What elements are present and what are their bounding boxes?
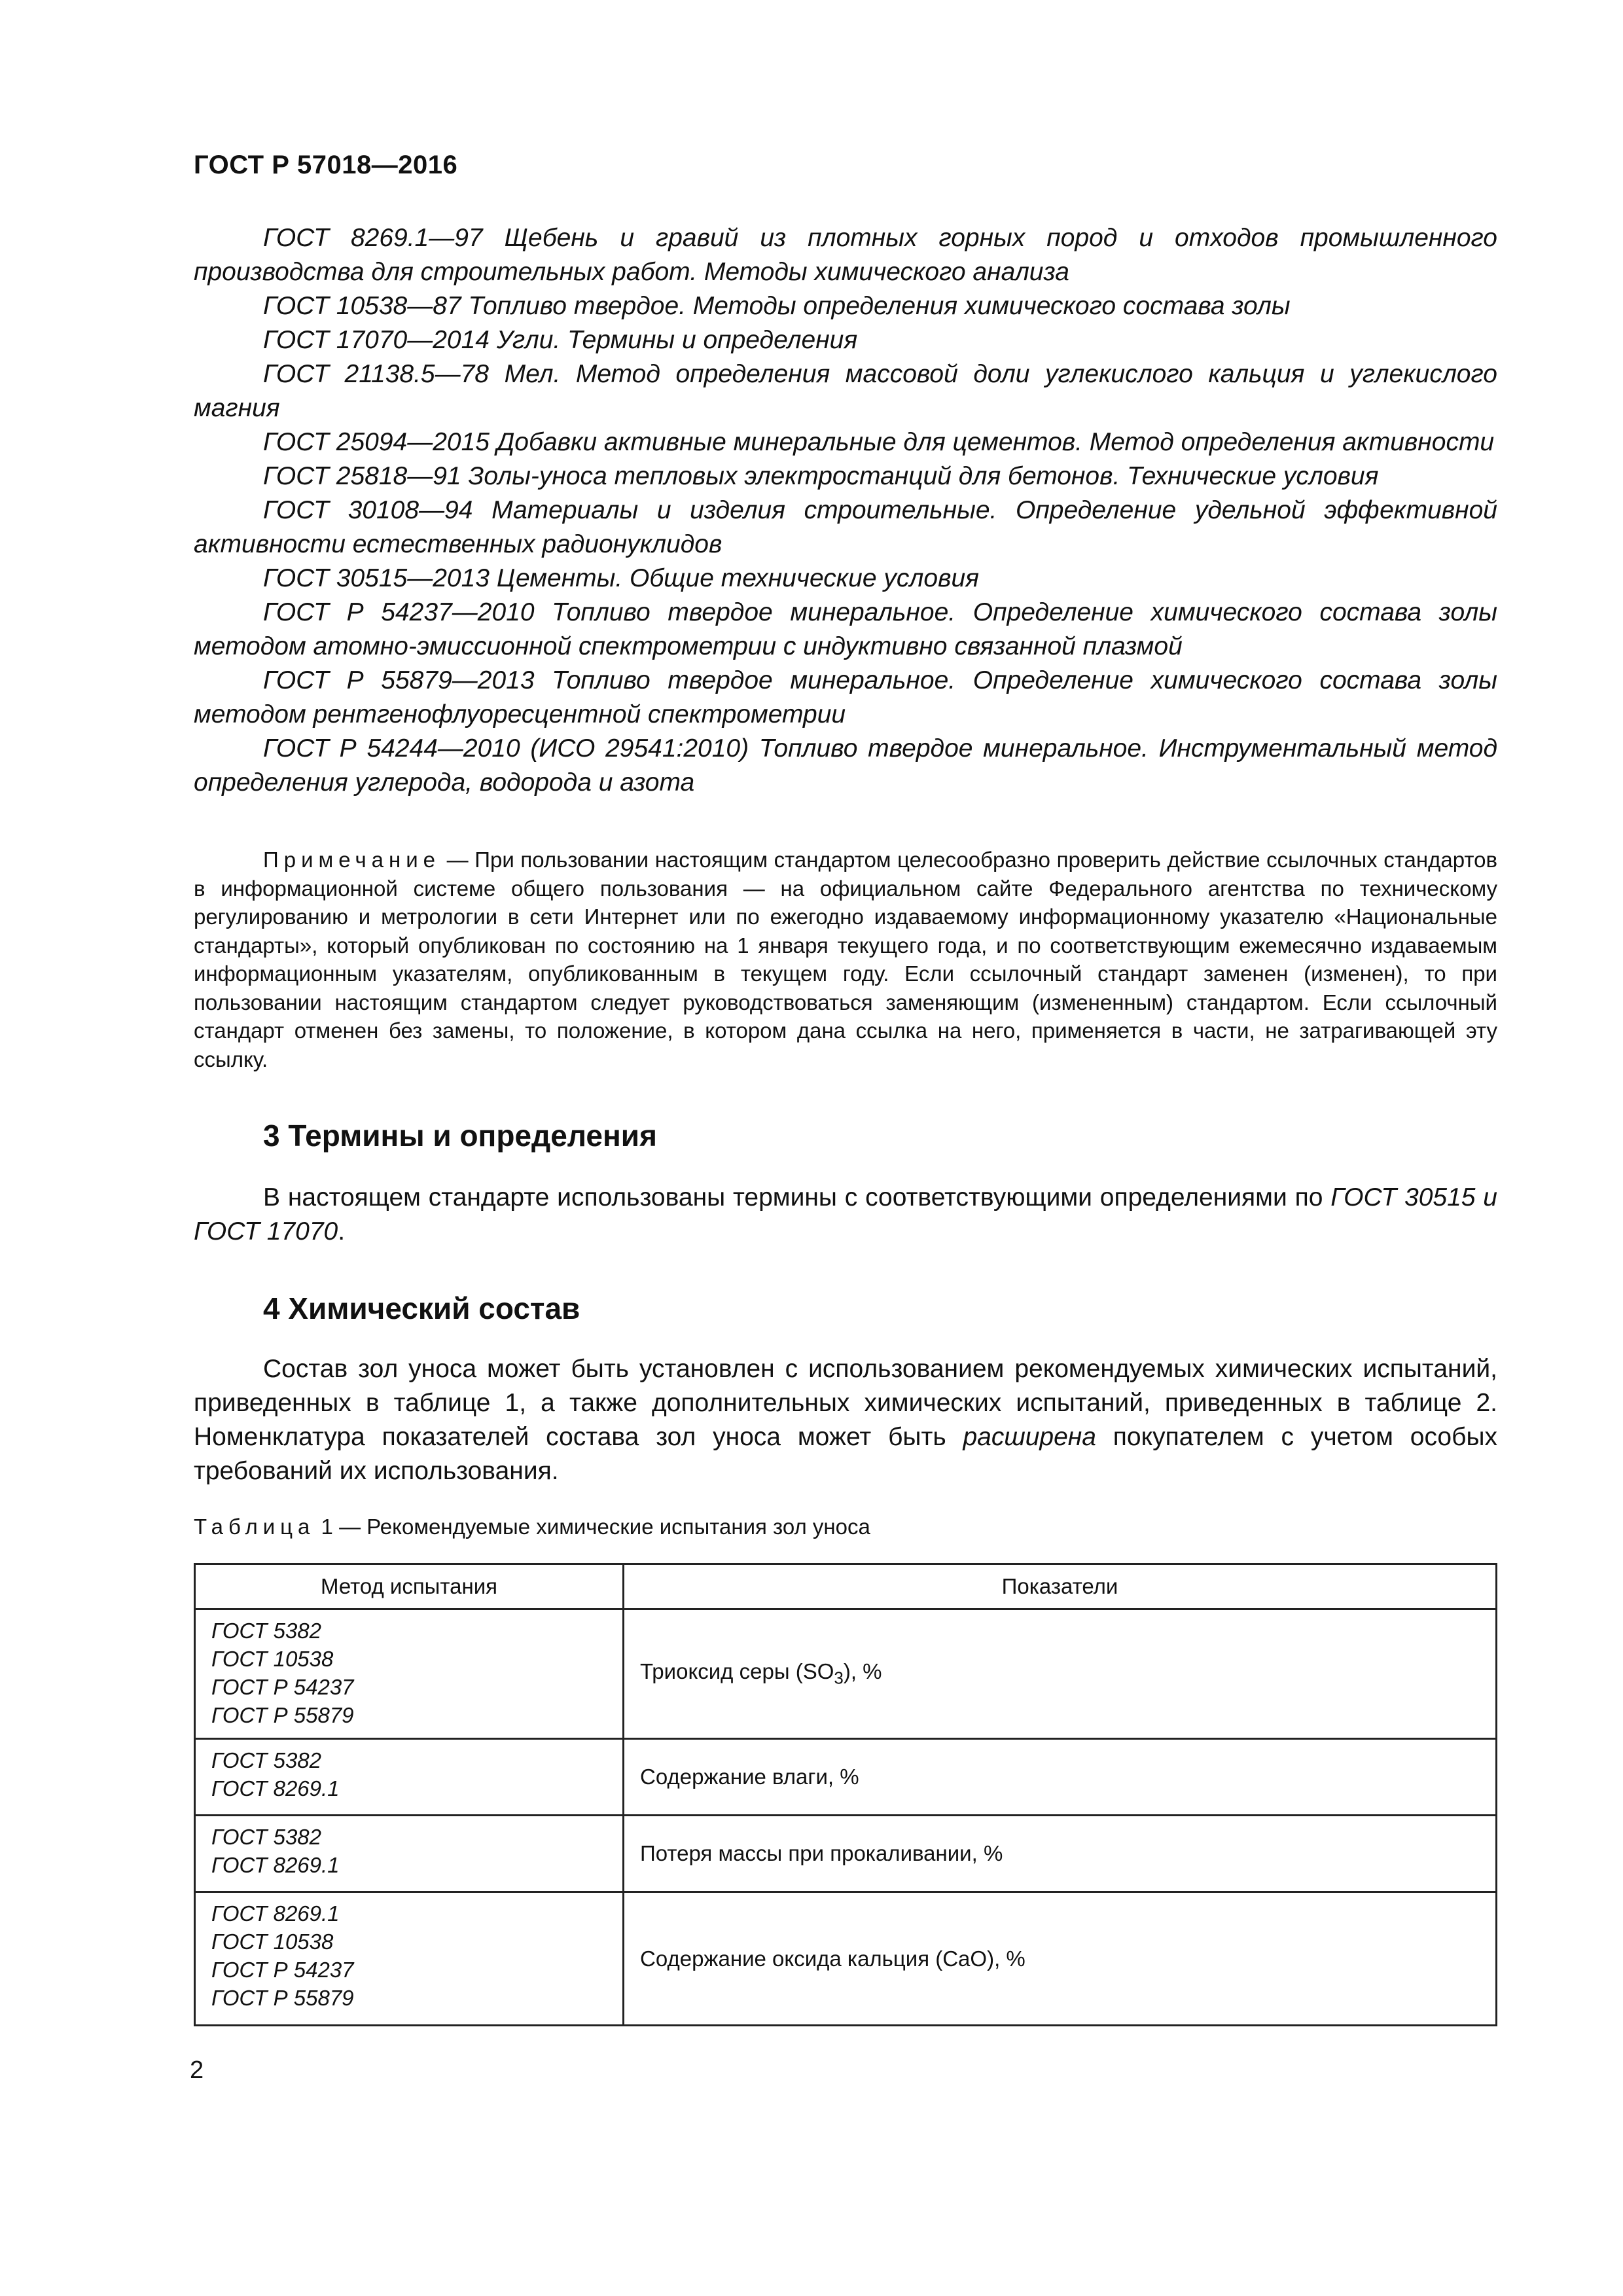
table-row	[195, 1609, 1497, 1739]
method-item: ГОСТ Р 54237	[211, 1958, 354, 1982]
section-3-paragraph	[194, 1181, 1497, 1249]
section-4-text-italic: расширена	[963, 1423, 1096, 1451]
table-1	[194, 1563, 1497, 2026]
method-item: ГОСТ 5382	[211, 1825, 321, 1849]
document-header: ГОСТ Р 57018—2016	[194, 151, 458, 179]
reference-item: ГОСТ 17070—2014 Угли. Термины и определения	[263, 326, 858, 354]
method-item: ГОСТ 8269.1	[211, 1776, 340, 1801]
reference-item: ГОСТ 30515—2013 Цементы. Общие технические условия	[263, 564, 979, 592]
table-caption-text: 1 — Рекомендуемые химические испытания зол уноса	[315, 1515, 870, 1539]
method-item: ГОСТ 8269.1	[211, 1901, 340, 1926]
section-3-text-start: В настоящем стандарте использованы термины с соответствующими определениями по	[263, 1183, 1331, 1211]
table-1-caption	[194, 1515, 870, 1539]
reference-item: ГОСТ 25094—2015 Добавки активные минеральные для цементов. Метод определения активности	[263, 428, 1495, 456]
table-row	[195, 1892, 1497, 2026]
section-3-text-end: .	[338, 1217, 346, 1246]
reference-item: ГОСТ Р 54237—2010 Топливо твердое минеральное. Определение химического состава золы методом атомно-эмиссионной спектрометрии с индуктивно связанной плазмой	[194, 598, 1497, 660]
indicator-cell	[624, 1609, 1497, 1739]
method-item: ГОСТ Р 54237	[211, 1675, 354, 1699]
methods-cell	[195, 1892, 624, 2026]
reference-item: ГОСТ 25818—91 Золы-уноса тепловых электростанций для бетонов. Технические условия	[263, 462, 1379, 490]
method-item: ГОСТ 5382	[211, 1619, 321, 1643]
methods-cell	[195, 1739, 624, 1816]
method-item: ГОСТ Р 55879	[211, 1986, 354, 2010]
column-header-method: Метод испытания	[195, 1564, 624, 1609]
method-item: ГОСТ 10538	[211, 1929, 334, 1954]
reference-item: ГОСТ 8269.1—97 Щебень и гравий из плотных горных пород и отходов промышленного производства для строительных работ. Методы химического анализа	[194, 224, 1497, 286]
reference-item: ГОСТ 21138.5—78 Мел. Метод определения массовой доли углекислого кальция и углекислого магния	[194, 360, 1497, 422]
table-row	[195, 1739, 1497, 1816]
note-label: Примечание	[263, 848, 441, 872]
note-paragraph	[194, 846, 1497, 1073]
indicator-cell: Содержание оксида кальция (CaO), %	[624, 1892, 1497, 2026]
method-item: ГОСТ Р 55879	[211, 1703, 354, 1727]
method-item: ГОСТ 5382	[211, 1748, 321, 1772]
indicator-text: Триоксид серы (SO	[640, 1659, 834, 1684]
note-text: — При пользовании настоящим стандартом целесообразно проверить действие ссылочных стандартов в информационной системе общего пользования — на официальном сайте Федерального агентства по техническому регулированию и метрологии в сети Интернет или по ежегодно издаваемому информационному указателю «Национальные стандарты», который опубликован по состоянию на 1 января текущего года, и по соответствующим ежемесячно издаваемым информационным указателям, опубликованным в текущем году. Если ссылочный стандарт заменен (изменен), то при пользовании настоящим стандартом следует руководствоваться заменяющим (измененным) стандартом. Если ссылочный стандарт отменен без замены, то положение, в котором дана ссылка на него, применяется в части, не затрагивающей эту ссылку.	[194, 848, 1497, 1071]
section-3-text-refs: ГОСТ 30515 и ГОСТ 17070	[194, 1183, 1497, 1246]
indicator-subscript: 3	[834, 1668, 844, 1688]
section-3-title: 3 Термины и определения	[263, 1119, 657, 1153]
reference-item: ГОСТ 10538—87 Топливо твердое. Методы определения химического состава золы	[263, 292, 1291, 320]
method-item: ГОСТ 10538	[211, 1647, 334, 1671]
table-caption-label: Таблица	[194, 1515, 315, 1539]
table-row	[195, 1816, 1497, 1892]
methods-cell	[195, 1609, 624, 1739]
reference-item: ГОСТ 30108—94 Материалы и изделия строительные. Определение удельной эффективной активности естественных радионуклидов	[194, 496, 1497, 558]
section-4-text-start: Состав зол уноса может быть установлен с использованием рекомендуемых химических испытаний, приведенных в таблице 1, а также дополнительных химических испытаний, приведенных в таблице 2. Номенклатура показателей состава зол уноса может быть	[194, 1355, 1497, 1451]
section-4-title: 4 Химический состав	[263, 1291, 580, 1325]
column-header-indicators: Показатели	[624, 1564, 1497, 1609]
indicator-cell: Содержание влаги, %	[624, 1739, 1497, 1816]
reference-item: ГОСТ Р 54244—2010 (ИСО 29541:2010) Топливо твердое минеральное. Инструментальный метод определения углерода, водорода и азота	[194, 734, 1497, 797]
reference-item: ГОСТ Р 55879—2013 Топливо твердое минеральное. Определение химического состава золы методом рентгенофлуоресцентной спектрометрии	[194, 666, 1497, 728]
indicator-cell: Потеря массы при прокаливании, %	[624, 1816, 1497, 1892]
section-4-text-end: покупателем с учетом особых требований их использования.	[194, 1423, 1497, 1485]
table-header-row	[195, 1564, 1497, 1609]
method-item: ГОСТ 8269.1	[211, 1853, 340, 1877]
section-4-paragraph	[194, 1352, 1497, 1488]
indicator-text-end: ), %	[843, 1659, 882, 1684]
methods-cell	[195, 1816, 624, 1892]
page-number: 2	[190, 2056, 204, 2084]
normative-references-list	[194, 221, 1497, 800]
